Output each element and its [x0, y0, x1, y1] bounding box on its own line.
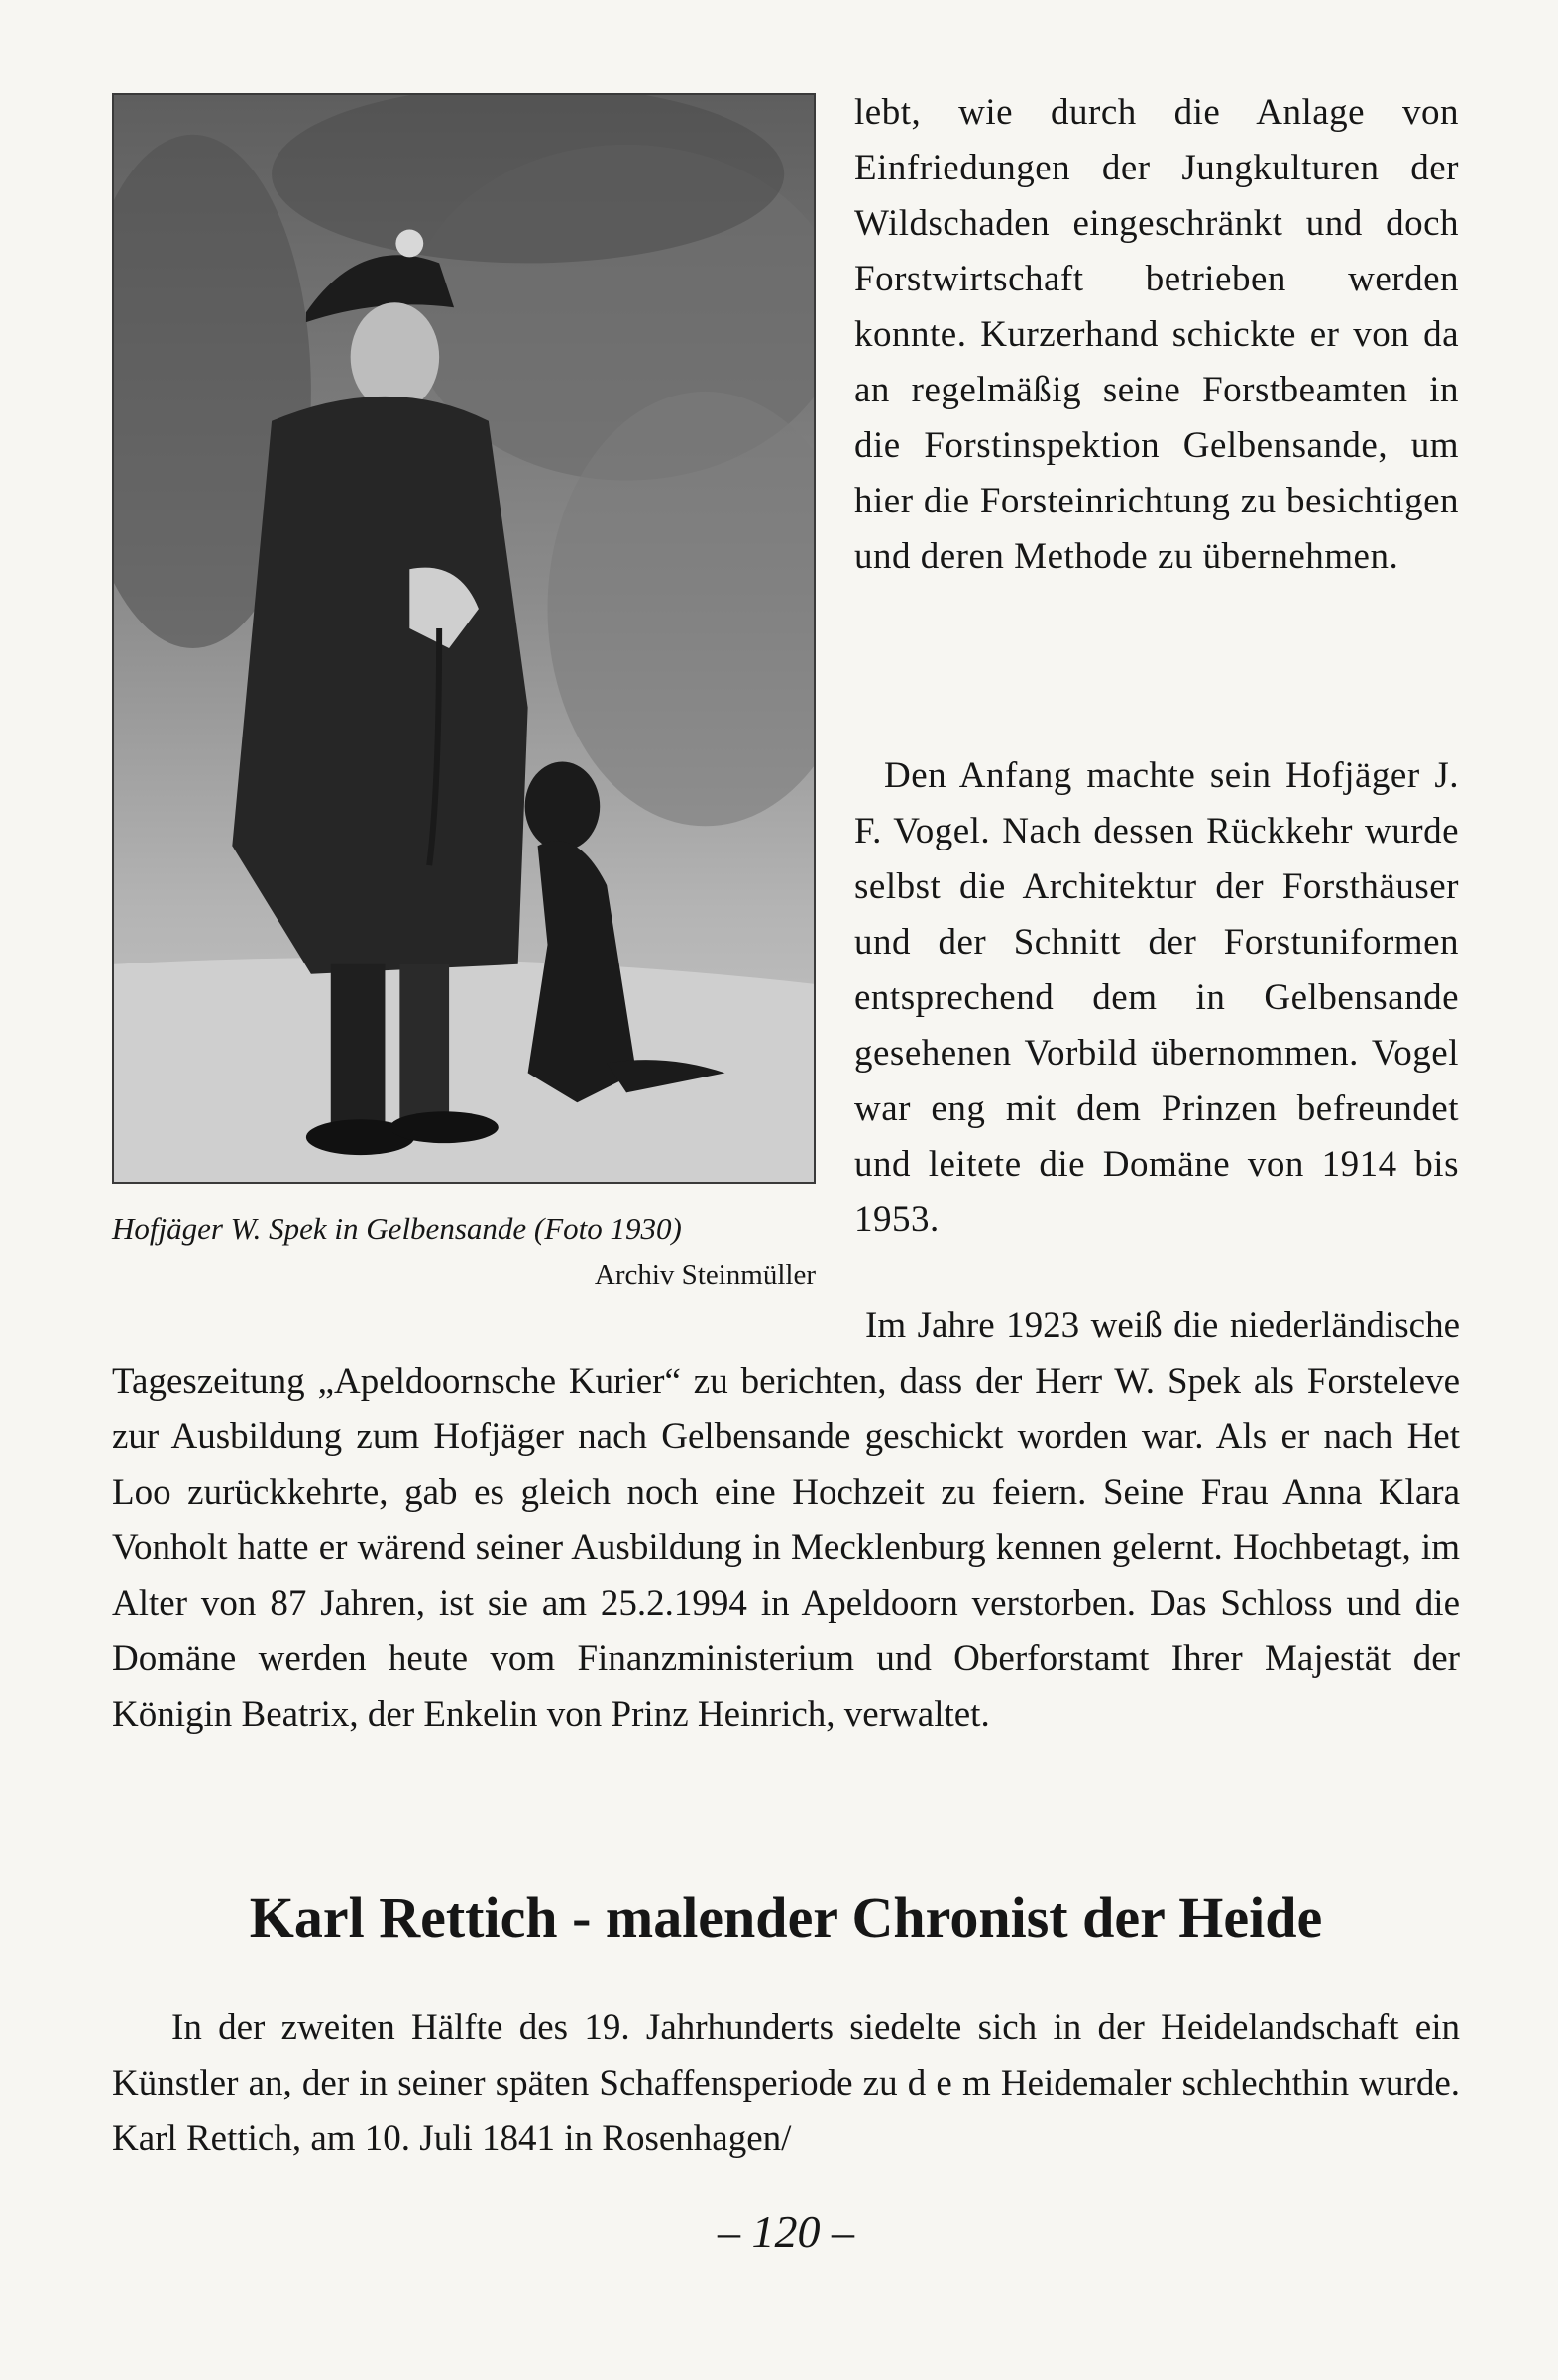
section-heading: Karl Rettich - malender Chronist der Heide [249, 1885, 1323, 1950]
column-paragraph-1: lebt, wie durch die Anlage von Einfriedungen der Jungkulturen der Wildschaden eingeschränkt und doch Forstwirtschaft betrieben werden konnte. Kurzerhand schickte er von da an regelmäßig seine Forstbeamten in die Forstinspektion Gelbensande, um hier die Forsteinrichtung zu besichtigen und deren Methode zu übernehmen. [854, 92, 1459, 577]
body-paragraph-text: Im Jahre 1923 weiß die niederländische Tageszeitung „Apeldoornsche Kurier“ zu berichten, dass der Herr W. Spek als Forsteleve zur Ausbildung zum Hofjäger nach Gelbensande geschickt worden war. Als er nach Het Loo zurückkehrte, gab es gleich noch eine Hochzeit zu feiern. Seine Frau Anna Klara Vonholt hatte er wärend seiner Ausbildung in Mecklenburg kennen gelernt. Hochbetagt, im Alter von 87 Jahren, ist sie am 25.2.1994 in Apeldoorn verstorben. Das Schloss und die Domäne werden heute vom Finanzministerium und Oberforstamt Ihrer Majestät der Königin Beatrix, der Enkelin von Prinz Heinrich, verwaltet. [112, 1305, 1460, 1735]
column-paragraph-2: Den Anfang machte sein Hofjäger J. F. Vogel. Nach dessen Rückkehr wurde selbst die Architektur der Forsthäuser und der Schnitt der Forstuniformen entsprechend dem in Gelbensande gesehenen Vorbild übernommen. Vogel war eng mit dem Prinzen befreundet und leitete die Domäne von 1914 bis 1953. [854, 755, 1459, 1240]
photo-hofjaeger-with-dog [112, 93, 816, 1184]
photo-image [114, 95, 814, 1182]
photo-credit: Archiv Steinmüller [594, 1259, 816, 1291]
section-paragraph: In der zweiten Hälfte des 19. Jahrhunderts siedelte sich in der Heidelandschaft ein Künstler an, der in seiner späten Schaffensperiode zu d e m Heidemaler schlechthin wurde. Karl Rettich, am 10. Juli 1841 in Rosenhagen/ [112, 2007, 1460, 2159]
body-paragraph [112, 1299, 1460, 1743]
page-number: – 120 – [718, 2207, 854, 2257]
photo-caption: Hofjäger W. Spek in Gelbensande (Foto 1930) [112, 1211, 682, 1246]
